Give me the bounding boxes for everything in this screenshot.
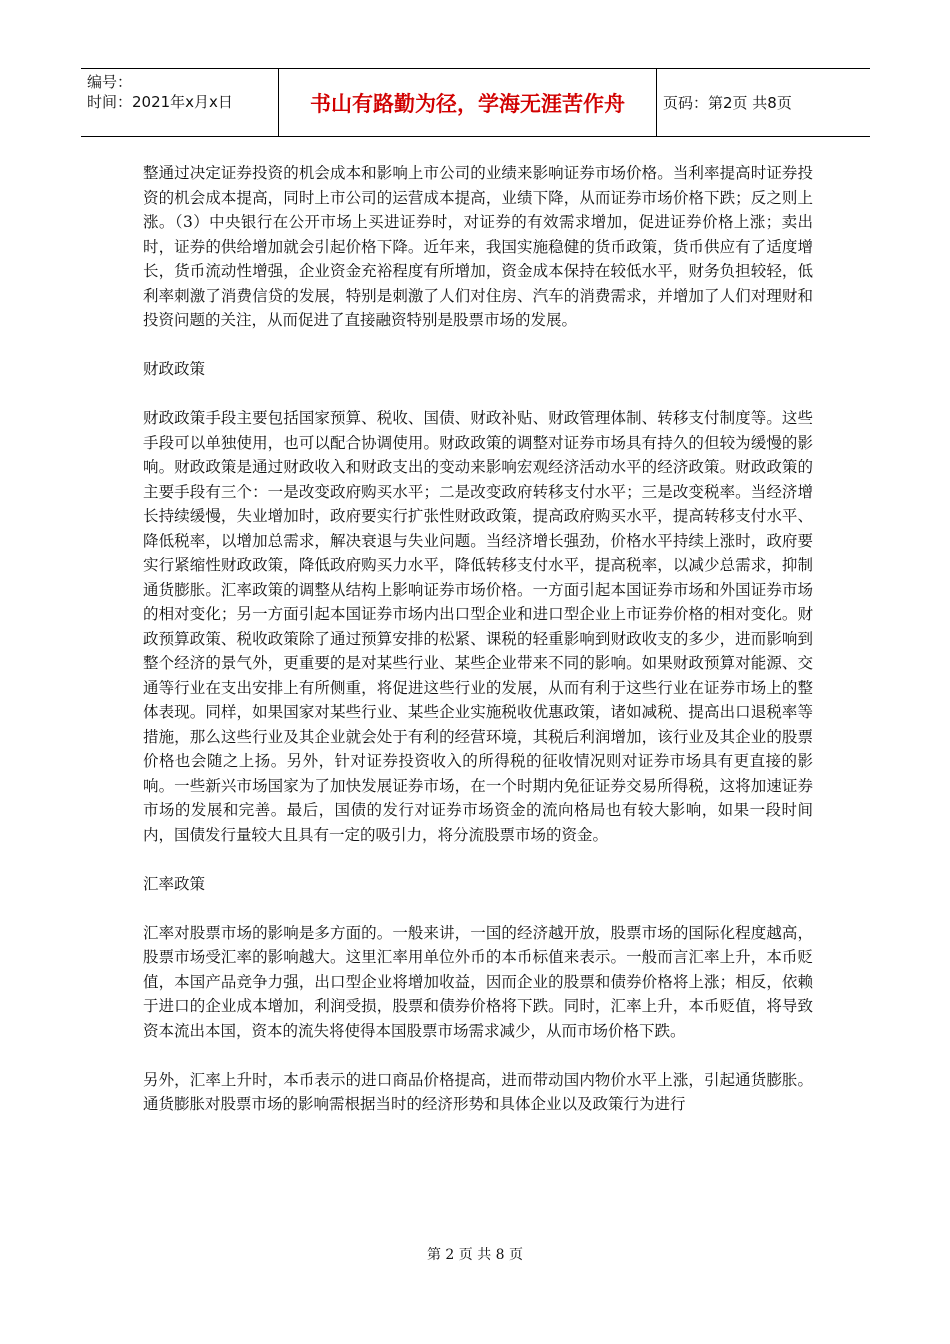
paragraph-monetary-policy: 整通过决定证券投资的机会成本和影响上市公司的业绩来影响证券市场价格。当利率提高时证券投资的机会成本提高，同时上市公司的运营成本提高，业绩下降，从而证券市场价格下跌；反之则上涨。（3）中央银行在公开市场上买进证券时，对证券的有效需求增加，促进证券价格上涨；卖出时，证券的供给增加就会引起价格下降。近年来，我国实施稳健的货币政策，货币供应有了适度增长，货币流动性增强，企业资金充裕程度有所增加，资金成本保持在较低水平，财务负担较轻，低利率刺激了消费信贷的发展，特别是刺激了人们对住房、汽车的消费需求，并增加了人们对理财和投资问题的关注，从而促进了直接融资特别是股票市场的发展。 xyxy=(143,164,813,329)
document-body xyxy=(143,161,813,1117)
page-footer: 第 2 页 共 8 页 xyxy=(426,1247,524,1263)
section-heading-fiscal-policy: 财政政策 xyxy=(143,360,206,378)
header-meta xyxy=(81,69,279,136)
header-motto: 书山有路勤为径，学海无涯苦作舟 xyxy=(279,69,657,136)
paragraph-inflation: 另外，汇率上升时，本币表示的进口商品价格提高，进而带动国内物价水平上涨，引起通货膨胀。通货膨胀对股票市场的影响需根据当时的经济形势和具体企业以及政策行为进行 xyxy=(143,1070,813,1113)
header-page-info: 页码：第2页 共8页 xyxy=(663,94,792,112)
paragraph-fiscal-policy: 财政政策手段主要包括国家预算、税收、国债、财政补贴、财政管理体制、转移支付制度等。这些手段可以单独使用，也可以配合协调使用。财政政策的调整对证券市场具有持久的但较为缓慢的影响。财政政策是通过财政收入和财政支出的变动来影响宏观经济活动水平的经济政策。财政政策的主要手段有三个：一是改变政府购买水平；二是改变政府转移支付水平；三是改变税率。当经济增长持续缓慢，失业增加时，政府要实行扩张性财政政策，提高政府购买水平，提高转移支付水平、降低税率，以增加总需求，解决衰退与失业问题。当经济增长强劲，价格水平持续上涨时，政府要实行紧缩性财政政策，降低政府购买力水平，降低转移支付水平，提高税率，以减少总需求，抑制通货膨胀。汇率政策的调整从结构上影响证券市场价格。一方面引起本国证券市场和外国证券市场的相对变化；另一方面引起本国证券市场内出口型企业和进口型企业上市证券价格的相对变化。财政预算政策、税收政策除了通过预算安排的松紧、课税的轻重影响到财政收支的多少，进而影响到整个经济的景气外，更重要的是对某些行业、某些企业带来不同的影响。如果财政预算对能源、交通等行业在支出安排上有所侧重，将促进这些行业的发展，从而有利于这些行业在证券市场上的整体表现。同样，如果国家对某些行业、某些企业实施税收优惠政策，诸如减税、提高出口退税率等措施，那么这些行业及其企业就会处于有利的经营环境，其税后利润增加，该行业及其企业的股票价格也会随之上扬。另外，针对证券投资收入的所得税的征收情况则对证券市场具有更直接的影响。一些新兴市场国家为了加快发展证券市场，在一个时期内免征证券交易所得税，这将加速证券市场的发展和完善。最后，国债的发行对证券市场资金的流向格局也有较大影响，如果一段时间内，国债发行量较大且具有一定的吸引力，将分流股票市场的资金。 xyxy=(143,409,813,844)
document-header xyxy=(81,68,870,137)
paragraph-exchange-rate-policy: 汇率对股票市场的影响是多方面的。一般来讲，一国的经济越开放，股票市场的国际化程度越高，股票市场受汇率的影响越大。这里汇率用单位外币的本币标值来表示。一般而言汇率上升，本币贬值，本国产品竞争力强，出口型企业将增加收益，因而企业的股票和债券价格将上涨；相反，依赖于进口的企业成本增加，利润受损，股票和债券价格将下跌。同时，汇率上升，本币贬值，将导致资本流出本国，资本的流失将使得本国股票市场需求减少，从而市场价格下跌。 xyxy=(143,923,813,1040)
section-heading-exchange-rate-policy: 汇率政策 xyxy=(143,874,206,893)
number-label: 编号： xyxy=(87,73,133,91)
date-label: 时间：2021年x月x日 xyxy=(87,93,233,111)
